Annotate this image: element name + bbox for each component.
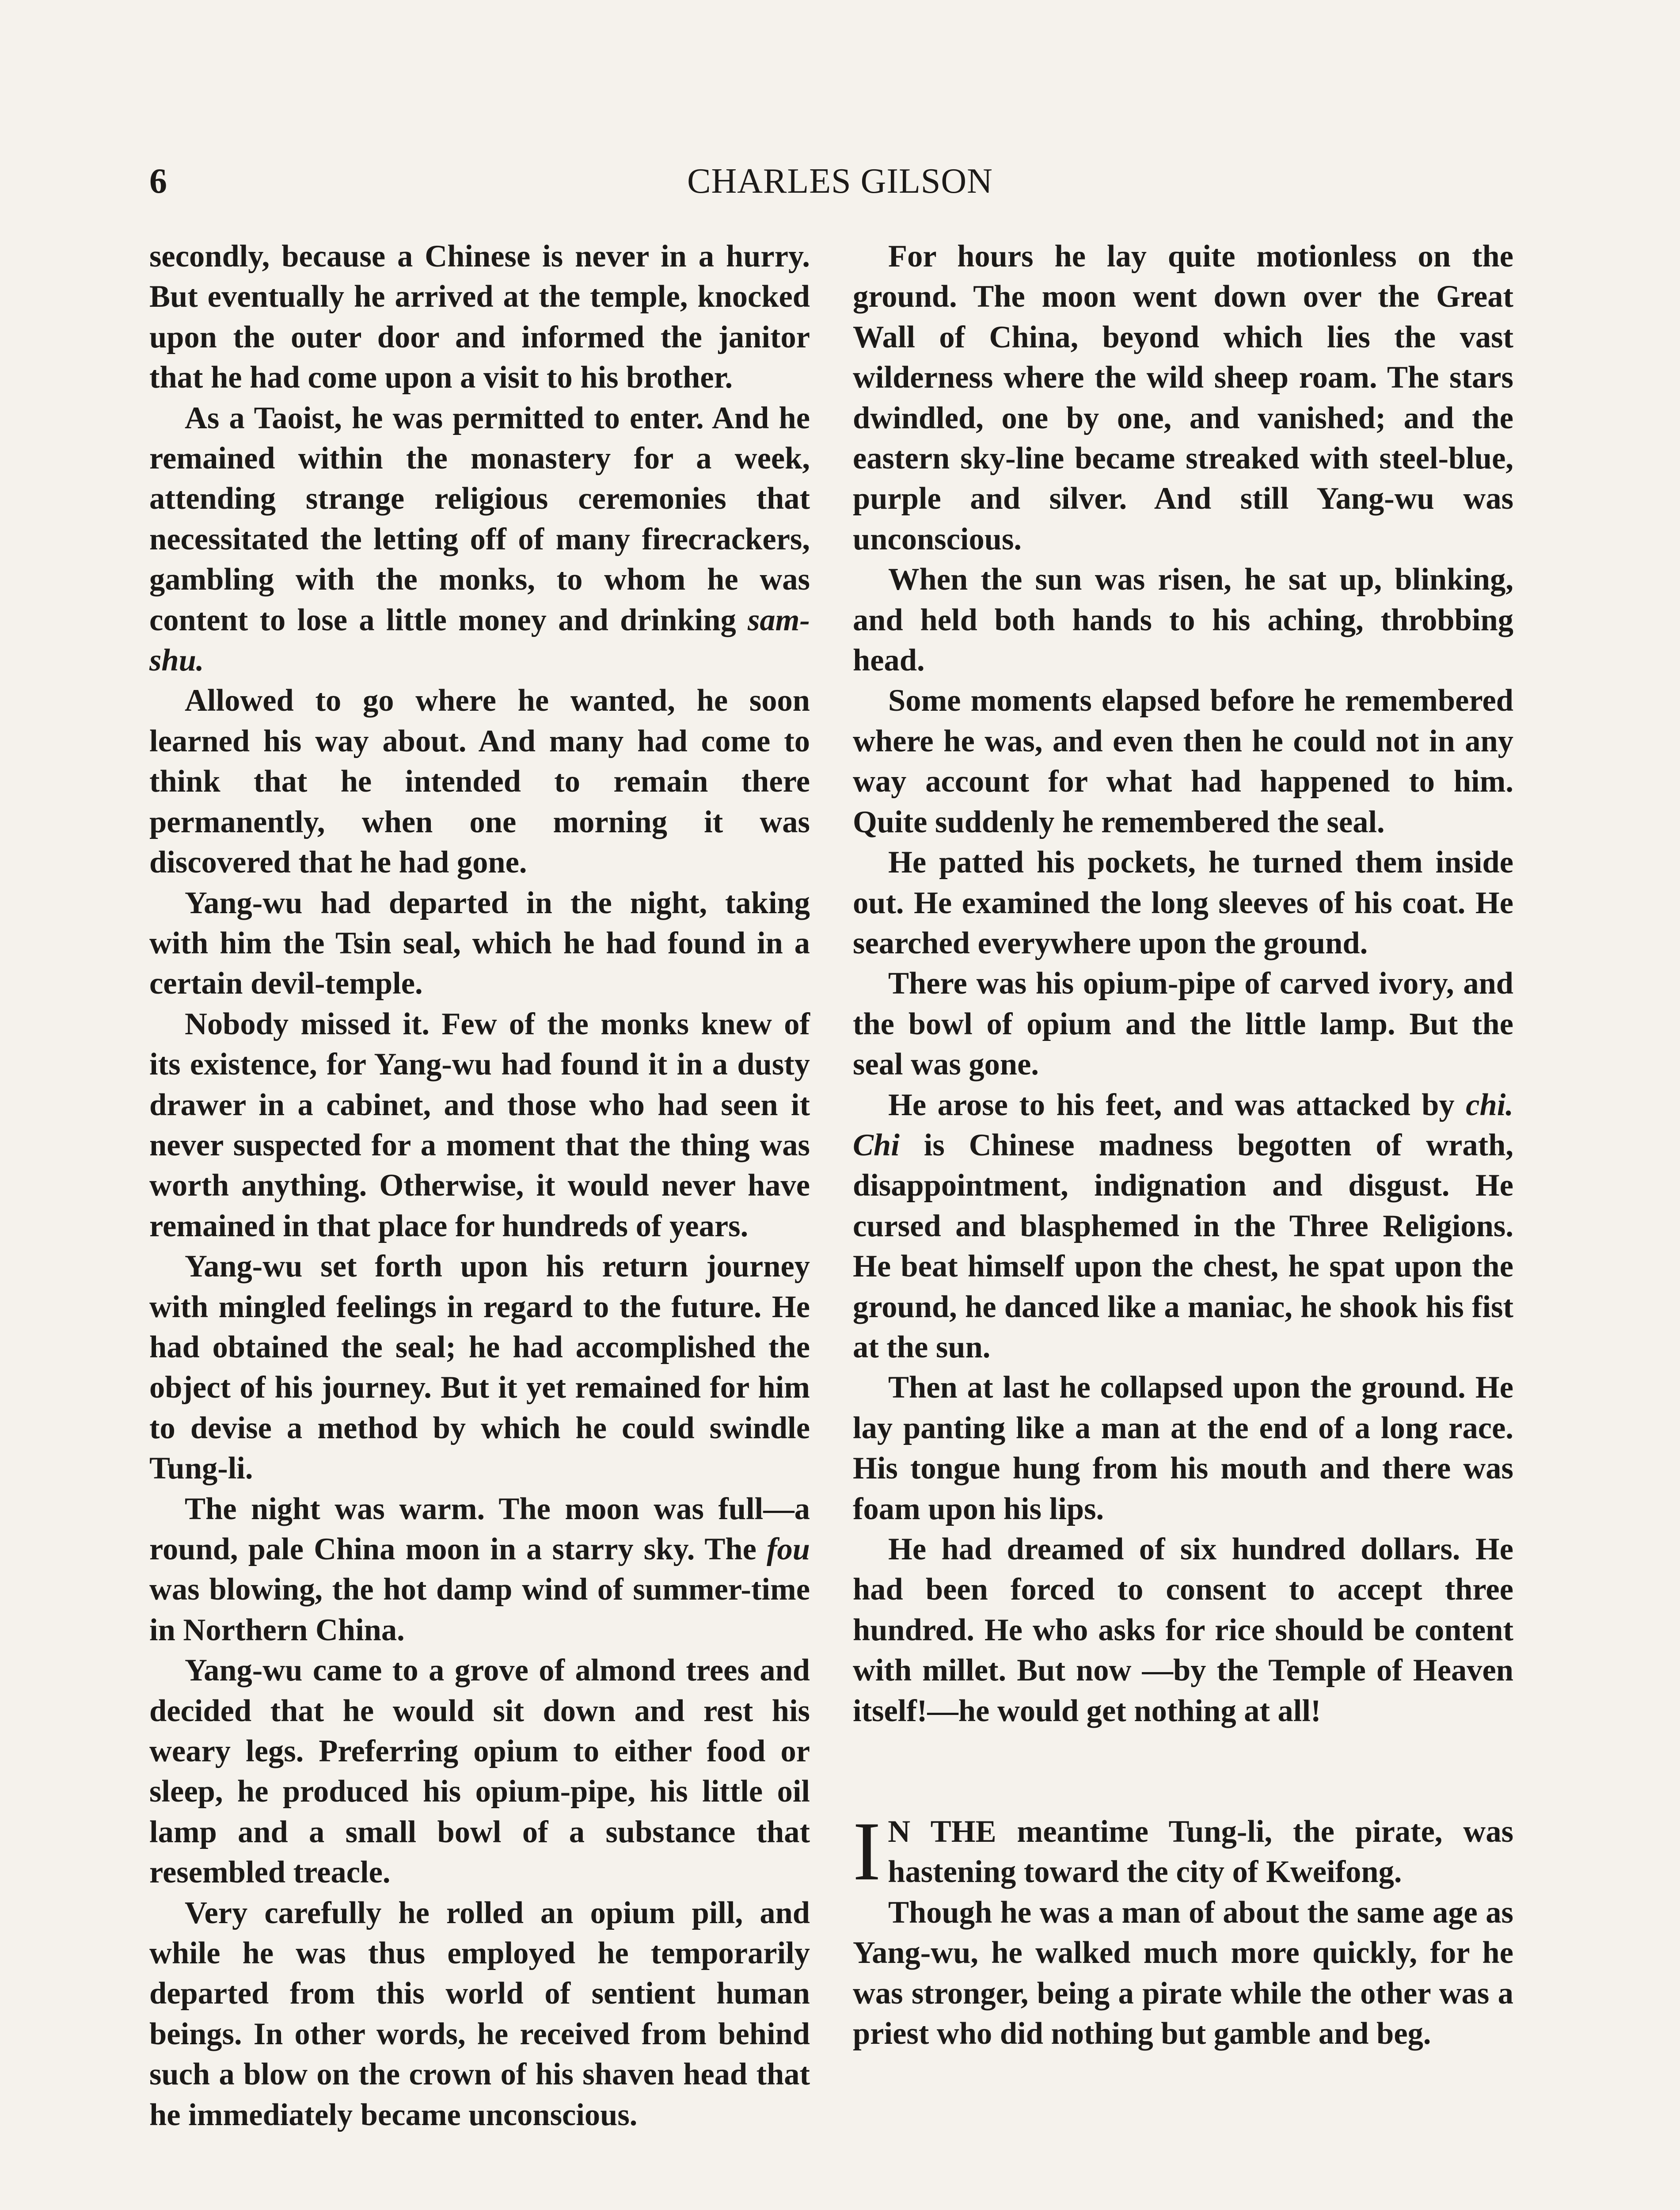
paragraph: He had dreamed of six hundred dollars. He had been forced to consent to accept three hundred. He who asks for rice should be content with millet. But now —by the Temple of Heaven itself!—he would get nothing at all! — [853, 1532, 1513, 1728]
italic-term: sam-shu. — [149, 602, 810, 678]
paragraph: Yang-wu had departed in the night, taking with him the Tsin seal, which he had found in a certain devil-temple. — [149, 885, 810, 1001]
page-number: 6 — [149, 162, 167, 201]
section-opening-paragraph: I N THE meantime Tung-li, the pirate, was hastening toward the city of Kweifong. — [853, 1805, 1513, 1898]
paragraph: Nobody missed it. Few of the monks knew of its existence, for Yang-wu had found it in a dusty drawer in a cabinet, and those who had seen it never suspected for a moment that the thing was worth anything. Otherwise, it would never have remained in that place for hundreds of years. — [149, 1006, 810, 1243]
paragraph: Very carefully he rolled an opium pill, and while he was thus employed he temporarily departed from this world of sentient human beings. In other words, he received from behind such a blow on the crown of his shaven head that he immediately became unconscious. — [149, 1895, 810, 2132]
paragraph: He patted his pockets, he turned them inside out. He examined the long sleeves of his coat. He searched everywhere upon the ground. — [853, 845, 1513, 960]
paragraph: As a Taoist, he was permitted to enter. And he remained within the monastery for a week, attending strange religious ceremonies that necessitated the letting off of many firecrackers, gambling with the monks, to whom he was content to lose a little money and drinking sam-shu. — [149, 400, 810, 678]
page-header — [0, 155, 1680, 208]
paragraph: He arose to his feet, and was attacked by chi. Chi is Chinese madness begotten of wrath, disappointment, indignation and disgust. He cursed and blasphemed in the Three Religions. He beat himself upon the chest, he spat upon the ground, he danced like a maniac, he shook his fist at the sun. — [853, 1087, 1513, 1364]
paragraph: Some moments elapsed before he remembered where he was, and even then he could not in any way account for what had happened to him. Quite suddenly he remembered the seal. — [853, 683, 1513, 839]
italic-term: chi. Chi — [853, 1087, 1513, 1162]
paragraph: There was his opium-pipe of carved ivory, and the bowl of opium and the little lamp. But the seal was gone. — [853, 966, 1513, 1082]
paragraph: Then at last he collapsed upon the ground. He lay panting like a man at the end of a long race. His tongue hung from his mouth and there was foam upon his lips. — [853, 1370, 1513, 1526]
paragraph: Allowed to go where he wanted, he soon learned his way about. And many had come to think that he intended to remain there permanently, when one morning it was discovered that he had gone. — [149, 683, 810, 880]
paragraph: For hours he lay quite motionless on the ground. The moon went down over the Great Wall of China, beyond which lies the vast wilderness where the wild sheep roam. The stars dwindled, one by one, and vanished; and the eastern sky-line became streaked with steel-blue, purple and silver. And still Yang-wu was unconscious. — [853, 239, 1513, 556]
paragraph: The night was warm. The moon was full—a round, pale China moon in a starry sky. The fou was blowing, the hot damp wind of summer-time in Northern China. — [149, 1491, 810, 1647]
drop-cap: I — [853, 1805, 881, 1898]
paragraph: Yang-wu came to a grove of almond trees and decided that he would sit down and rest his weary legs. Preferring opium to either food or sleep, he produced his opium-pipe, his little oil lamp and a small bowl of a substance that resembled treacle. — [149, 1653, 810, 1890]
paragraph: secondly, because a Chinese is never in a hurry. But eventually he arrived at the temple, knocked upon the outer door and informed the janitor that he had come upon a visit to his brother. — [149, 239, 810, 395]
paragraph: Yang-wu set forth upon his return journey with mingled feelings in regard to the future. He had obtained the seal; he had accomplished the object of his journey. But it yet remained for him to devise a method by which he could swindle Tung-li. — [149, 1249, 810, 1486]
italic-term: fou — [767, 1532, 810, 1566]
right-column — [853, 236, 1513, 2054]
running-head: CHARLES GILSON — [687, 162, 993, 201]
paragraph: When the sun was risen, he sat up, blinking, and held both hands to his aching, throbbing head. — [853, 562, 1513, 678]
paragraph: Though he was a man of about the same age as Yang-wu, he walked much more quickly, for he was stronger, being a pirate while the other was a priest who did nothing but gamble and beg. — [853, 1895, 1513, 2051]
left-column — [149, 236, 810, 2135]
